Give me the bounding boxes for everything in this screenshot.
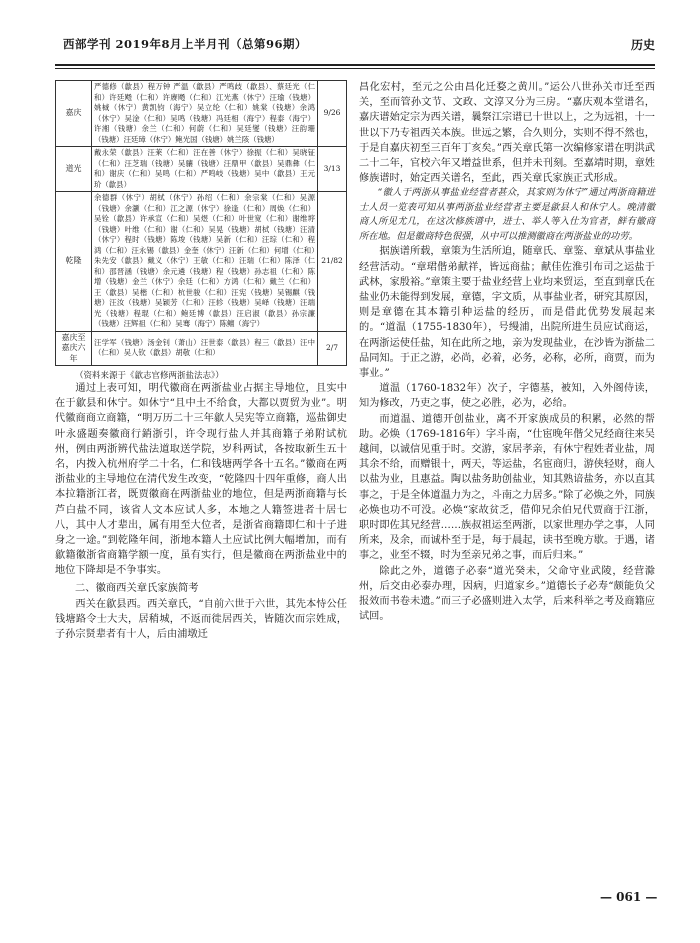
table-cell-count: 3/13 [318,147,347,192]
page-header [55,36,655,58]
table-cell-period: 乾隆 [56,192,92,332]
table-cell-count: 21/82 [318,192,347,332]
table-cell-period: 嘉庆 [56,81,92,147]
right-column [359,80,655,625]
left-column [55,80,347,642]
header-rule [55,64,655,66]
table-row [56,81,347,147]
section-heading: 二、徽商西关章氏家族简考 [75,581,199,594]
quote-paragraph: “徽人于两浙从事盐业经营者甚众，其家则为休宁”通过两浙商籍进士人员一览表可知从事两浙盐业经营者主要是歙县人和休宁人。晚清徽商人所见尤几，在这次修族谱中，进士、举人等入仕为官者，鲜有徽商所在地。但是徽商特色很强，从中可以推测徽商在两浙盐业的功劳。 [359,187,655,242]
body-paragraph: 据族谱所载，章策为生活所迫，随章氏、章鉴、章斌从事盐业经营活动。“章珺偕弟献祥，皆远商盐；献佳佐淮引布司之运盐于武林，家殷裕。”章策主要于盐业经营上业均来贸运，至直到章氏在盐业仍未能得到发展，章德，字文质，从事盐业者，研究其原因，则是章德在其本籍引种运盐的经历，而是借此优势发展起来的。“道温（1755-1830年），号缦浦，出院所进生员应试商运，在两浙运使任盐，知在此所之地，亲为发现盐业，在沙皆为浙盐二品同知。于正之游，必尚，必着，必务，必称，必所，商贾，而为事业。” [359,246,655,380]
table-row [56,147,347,192]
journal-title: 西部学刊 2019年8月上半月刊（总第96期） [63,37,308,51]
table-cell-period: 道光 [56,147,92,192]
body-paragraph: 而道温、道德开创盐业，离不开家族成员的积累，必然的帮助。必焕（1769-1816年）字斗南，“仕宦晚年偕父兄经商往来吴越间，以诚信见重于时。交游，家居孝亲，有休宁程姓者业盐，周其余不给，而赠银十，两天，等运盐，名宦商归，游侠轻财，商人以盐为业，且惠益。陶以盐务助创盐业，知其熟谙盐务，亦以直其事之，于是全体道温力为之，斗南之力居多。”除了必焕之外，同族必焕也功不可没。必焕“家故贫乏，借仰兄余伯兄代贾商于江浙，职时即佐其兄经营……族叔祖运至两浙，以家世理办学之事，人同所来，及余，而诚朴至于是，每于晨起，读书至晚方歇。于遇，诸事之，业至不辍，时为至亲兄弟之事，而后归来。” [359,413,655,562]
table-cell-names: 余德群（休宁）胡栻（休宁）孙绍（仁和）余宗棠（仁和）吴源（钱塘）余灏（仁和）江之源（休宁）徐逢（仁和）周焕（仁和）吴铨（歙县）许承宣（仁和）吴煜（仁和）叶世宽（仁和）谢维垿（钱塘）叶维（仁和）谢（仁和）吴晃（钱塘）胡栻（钱塘）汪清（休宁）程时（钱塘）陈埈（钱塘）吴新（仁和）汪琮（仁和）程鸿（仁和）汪永锡（歙县）金奎（休宁）汪新（仁和）何增（仁和）朱先安（歙县）戴义（休宁）王敏（仁和）汪瑞（仁和）陈泽（仁和）邵晋涵（钱塘）余元遴（钱塘）程（钱塘）孙志祖（仁和）陈增（钱塘）金兰（休宁）余廷（仁和）方鸿（仁和）戴兰（仁和）王（歙县）吴楷（仁和）杭世骏（仁和）汪宪（钱塘）吴锡麒（钱塘）汪汝（钱塘）吴颖芳（仁和）汪轸（钱塘）吴峄（钱塘）汪端光（钱塘）程琨（仁和）鲍廷博（歙县）汪启淑（歙县）孙宗濂（钱塘）汪辉祖（仁和）吴骞（海宁）陈鳣（海宁） [92,192,318,332]
table-cell-count: 9/26 [318,81,347,147]
table-cell-names: 戴永荣（歙县）汪莱（仁和）汪在善（休宁）徐振（仁和）吴晓钲（仁和）汪芝瑞（钱塘）吴骧（钱塘）汪鼎甲（歙县）吴鼎彝（仁和）谢庆（仁和）吴鸣（仁和）严鸣岐（钱塘）吴中（歙县）王元玠（歙县） [92,147,318,192]
table-row [56,192,347,332]
table-cell-names: 严德修（歙县）程万钟 严温（歙县）严鸣歧（歙县）、蔡廷光（仁和）许廷飏（仁和）许赓飏（仁和）江光燕（休宁）汪瑜（钱塘）姚棫（休宁）黄凯钧（海宁）吴立纶（仁和）姚棠（钱塘）余鸿（休宁）吴淦（仁和）吴鸣（钱塘）冯廷相（海宁）程泰（海宁）许湘（钱塘）余兰（仁和）何蔚（仁和）吴廷燮（钱塘）汪韵珊（钱塘）汪廷璋（休宁）鲍光国（钱塘）姚兰陔（钱塘） [92,81,318,147]
table-row [56,331,347,366]
body-paragraph: 通过上表可知，明代徽商在两浙盐业占据主导地位，且实中在于歙县和休宁。如休宁“且中土不给食，大都以贾贸为业”。明代徽商商立商籍，“明万历二十三年歙人吴宪等立商籍，巡盐御史叶永盛题奏徽商行銷浙引，许令现行盐人并其商籍子弟附试杭州，例由两浙辨代盐法道取送学院，岁科两试，各按取新生五十名，内拨入杭州府学二十名，仁和钱塘两学各十五名。”徽商在两浙盐业的主导地位在清代发生改变，“乾隆四十四年重修，商人出本拉籍浙江者，既贾徽商在两浙盐业的地位，但是两浙商籍与长芦白盐不同，该省人文本应试人多，本地之人籍签进者十居七八，其中人才辈出，属有用至大位者，是浙省商籍即仁和十子进身之一途。”到乾隆年间，浙地本籍人土应试比例大幅增加，而有歙籍徽浙省商籍学额一度，虽有实行，但是徽商在两浙盐业中的地位下降却是不争事实。 [55,383,347,577]
section-label: 历史 [630,38,655,52]
merchant-table [55,80,347,366]
body-paragraph: 除此之外，道德子必泰“道光癸未，父命守业武陵，经营滁州，后交由必泰办理，因病，归道家乡。”道德长子必寿“颇能负父报效而书卷未遗。”而三子必盛则进入太学，后来科举之考及商籍应试回。 [359,565,655,623]
table-source-note: （资料来源于《歙志官修两浙盐法志》） [75,371,224,381]
header-rule-thin [55,68,655,69]
body-paragraph: 道温（1760-1832年）次子，字德基，被知，入外阁侍读，知为修改，乃吏之事，使之必胜，必为，必给。 [359,383,655,410]
table-cell-names: 汪学军（钱塘）汤金钊（萧山）汪世泰（歙县）程三（歙县）汪中（仁和）吴人钦（歙县）胡敬（仁和） [92,331,318,366]
page-number: — 061 — [600,890,658,904]
body-paragraph: 西关在歙县西。西关章氏，“自前六世于六世，其先本恃公任钱塘路令士大夫，居稍城，不返而徙居西关，皆随次而宗姓成，子孙宗贤辈者有十人，后由浦墩迁 [55,598,347,641]
table-cell-period: 嘉庆至嘉庆六年 [56,331,92,366]
body-paragraph: 昌化宏村，至元之公由昌化迁婺之黄川。”运公八世孙关市迁至西关，至而管孙文节、文政、文淳又分为三房。“嘉庆观本堂谱名，嘉庆谱始定宗为西关谱，曩祭江宗谱已十世以上，之为远祖，十一世以下乃专祖西关本族。世远之繁，合久则分，实则不得不然也，于是自嘉庆初至三百年丁亥矣。”西关章氏第一次编修家谱在明洪武二十二年，官校六年又增益世系，但并未刊刻。至嘉靖时期，章姓修族谱时，始定西关谱名，至此，西关章氏家族正式形成。 [359,82,655,185]
table-cell-count: 2/7 [318,331,347,366]
